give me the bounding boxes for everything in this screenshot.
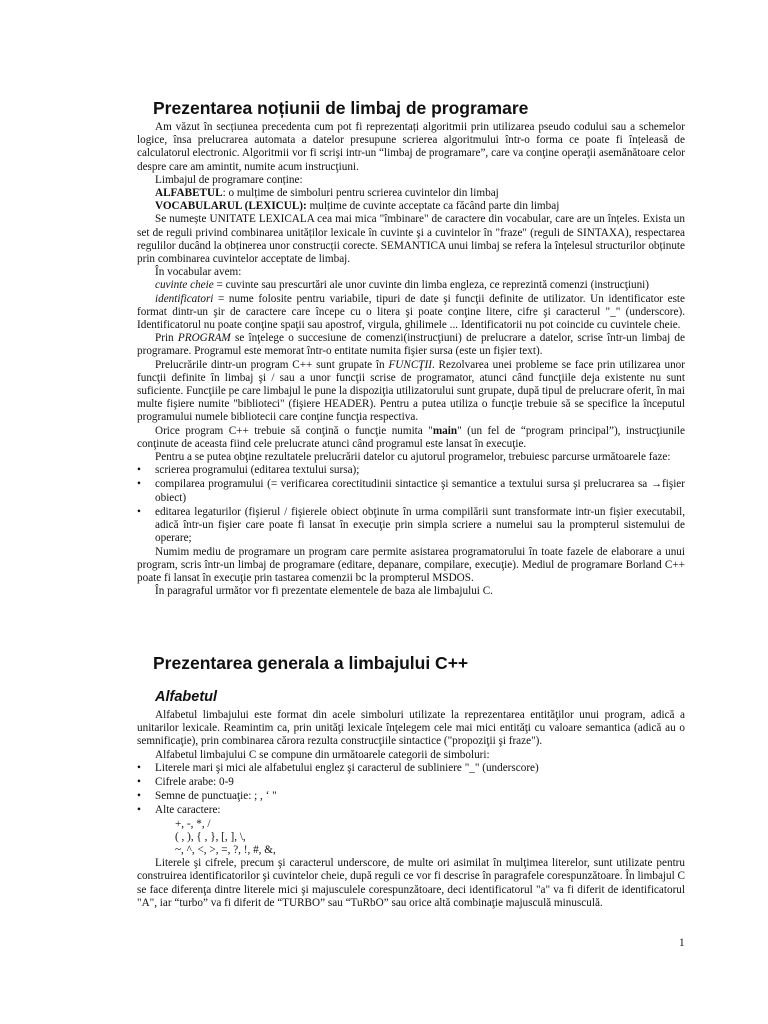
list-item [137,776,685,789]
section-body [137,709,685,910]
definition-text: = cuvinte sau prescurtări ale unor cuvinte din limba engleza, ce reprezintă comenzi (instrucţiuni) [213,279,649,292]
paragraph: În paragraful următor vor fi prezentate elementele de baza ale limbajului C. [155,585,493,598]
paragraph: Pentru a se putea obţine rezultatele prelucrării datelor cu ajutorul programelor, trebuiesc parcurse următoarele faze: [155,451,671,464]
list-item [137,790,685,803]
list-item-text: Cifrele arabe: 0-9 [155,776,234,789]
bullet-icon: • [137,776,141,789]
paragraph-main [137,425,685,451]
term-identificatori: identificatori [155,292,214,305]
list-item-text: scrierea programului (editarea textului sursa); [155,464,360,477]
list-item [137,762,685,775]
character-line: ( , ), { , }, [, ], \, [175,830,246,843]
list-item [137,506,685,546]
subsection-title: Alfabetul [155,689,218,705]
section-title: Prezentarea generala a limbajului C++ [153,653,469,673]
list-item-text: editarea legaturilor (fişierul / fişierele obiect obţinute în urma compilării sunt transformate intr-un fişier executabil, adică într-un fişier care poate fi lansat în execuţie prin simpla scriere a numelui sau la prompterul sistemului de operare; [155,505,685,545]
paragraph-functii [137,359,685,425]
section-body [137,121,685,598]
paragraph: Alfabetul limbajului este format din acele simboluri utilizate la reprezentarea entităţilor unui program, adică a unitarilor lexicale. Reamintim ca, prin unităţi lexicale înţelegem cele mai mici entităţi cu valoare semantica (adică au o semnificaţie), prin combinarea cărora rezulta construcţiile sintactice ("propoziţii şi fraze"). [137,709,685,748]
term-vocabular: VOCABULARUL (LEXICUL): [155,200,307,213]
bullet-icon: • [137,790,141,803]
paragraph: În vocabular avem: [155,266,242,279]
text-fragment: . Rezolvarea unei probleme se face prin utilizarea unor funcţii definite în limbaj şi / sau a unor funcţii scrise de programator, atunci când funcţiile deja existente nu sunt suficiente. Funcţiile pe care limbajul le pune la dispoziţia utilizatorului sunt grupate, după tipul de prelucrare oferit, în mai multe fişiere numite "biblioteci" (fişiere HEADER). Pentru a putea utiliza o funcţie trebuie să se specifice la începutul programului numele bibliotecii care conţine funcţia respectiva. [137,358,685,424]
bullet-icon: • [137,478,141,491]
bullet-icon: • [137,505,141,518]
term-program: PROGRAM [177,332,231,345]
list-item [137,464,685,477]
term-cuvinte-cheie: cuvinte cheie [155,279,214,292]
bullet-icon: • [137,464,141,477]
text-fragment: Orice program C++ trebuie să conţină o funcţie numita " [155,424,433,437]
paragraph: Limbajul de programare conține: [155,173,303,186]
character-line: +, -, *, / [175,817,211,830]
definition-text: = nume folosite pentru variabile, tipuri de date şi funcţii definite de utilizator. Un identificator este format dintr-un şir de caractere care începe cu o litera şi poate conţine litere, cifre şi caracterul "_" (underscore). Identificatorul nu poate conţine spaţii sau apostrof, virgula, ghilimele ... Identificatorii nu pot coincide cu cuvintele cheie. [137,292,685,332]
paragraph-program [137,332,685,358]
definition-text: : o mulțime de simboluri pentru scrierea cuvintelor din limbaj [222,187,499,200]
text-fragment: Prin [155,332,178,345]
list-item-text: compilarea programului (= verificarea corectitudinii sintactice şi semantice a textului sursa şi prelucrarea sa →fişier obiect) [155,478,685,504]
paragraph: Alfabetul limbajului C se compune din următoarele categorii de simboluri: [155,748,490,761]
document-page [137,0,685,1024]
list-item [137,804,685,817]
list-item-text: Literele mari şi mici ale alfabetului englez şi caracterul de subliniere "_" (underscore) [155,761,539,774]
list-item-text: Alte caractere: [155,804,221,817]
paragraph: Literele şi cifrele, precum şi caracterul underscore, de multe ori asimilat în mulţimea literelor, sunt utilizate pentru construirea identificatorilor şi cuvintelor cheie, după reguli ce vor fi descrise în paragrafele corespunzătoare. În limbajul C se face diferenţa dintre literele mici şi majusculele corespunzătoare, deci identificatorul "a" va fi diferit de identificatorul "A", iar “turbo” va fi diferit de “TURBO” sau “TuRbO” sau orice altă combinaţie majusculă minusculă. [137,857,685,909]
definition-identificatori [137,293,685,333]
definition-text: mulțime de cuvinte acceptate ca făcând parte din limbaj [306,200,560,213]
definition-vocabular [137,200,685,213]
text-fragment: se înţelege o succesiune de comenzi(instrucţiuni) de prelucrare a datelor, scrise într-un limbaj de programare. Programul este memorat într-o entitate numita fişier sursa (este un fişier text). [137,332,685,358]
character-line: ~, ^, <, >, =, ?, !, #, &, [175,844,276,857]
paragraph: Am văzut în secțiunea precedenta cum pot fi reprezentați algoritmii prin utilizarea pseudo codului sau a schemelor logice, însa prelucrarea automata a datelor presupune scrierea algoritmului într-o forma ce poate fi înțeleasă de calculatorul electronic. Algoritmii vor fi scrişi intr-un “limbaj de programare”, care va conţine operaţii asemănătoare celor despre care am amintit, numite acum instrucţiuni. [137,121,685,173]
page-number: 1 [679,937,685,949]
definition-alfabetul [137,187,685,200]
term-main: main [432,424,458,437]
term-alfabetul: ALFABETUL [155,187,223,200]
paragraph: Se numește UNITATE LEXICALA cea mai mica "îmbinare" de caractere din vocabular, care are un înțeles. Exista un set de reguli privind combinarea unităților lexicale în cuvinte şi a cuvintelor în "fraze" (reguli de SINTAXA), respectarea regulilor ducând la obținerea unor construcții corecte. SEMANTICA unui limbaj se refera la înțelesul structurilor obținute prin combinarea cuvintelor acceptate de limbaj. [137,213,685,266]
text-fragment: " (un fel de “program principal”), instrucţiunile conţinute de aceasta fiind cele prelucrate atunci când programul este lansat în execuţie. [137,424,685,450]
paragraph: Numim mediu de programare un program care permite asistarea programatorului în toate fazele de elaborare a unui program, scris într-un limbaj de programare (editare, depanare, compilare, execuţie). Mediul de programare Borland C++ poate fi lansat în execuţie prin tastarea comenzii bc la prompterul MSDOS. [137,545,685,584]
list-item [137,478,685,504]
bullet-icon: • [137,804,141,817]
text-fragment: Prelucrările dintr-un program C++ sunt grupate în [155,358,389,371]
section-title: Prezentarea noțiunii de limbaj de programare [153,98,529,118]
term-functii: FUNCŢII [388,358,432,371]
definition-cuvinte-cheie [137,279,685,292]
bullet-icon: • [137,761,141,774]
list-item-text: Semne de punctuaţie: ; , ‘ " [155,790,277,803]
